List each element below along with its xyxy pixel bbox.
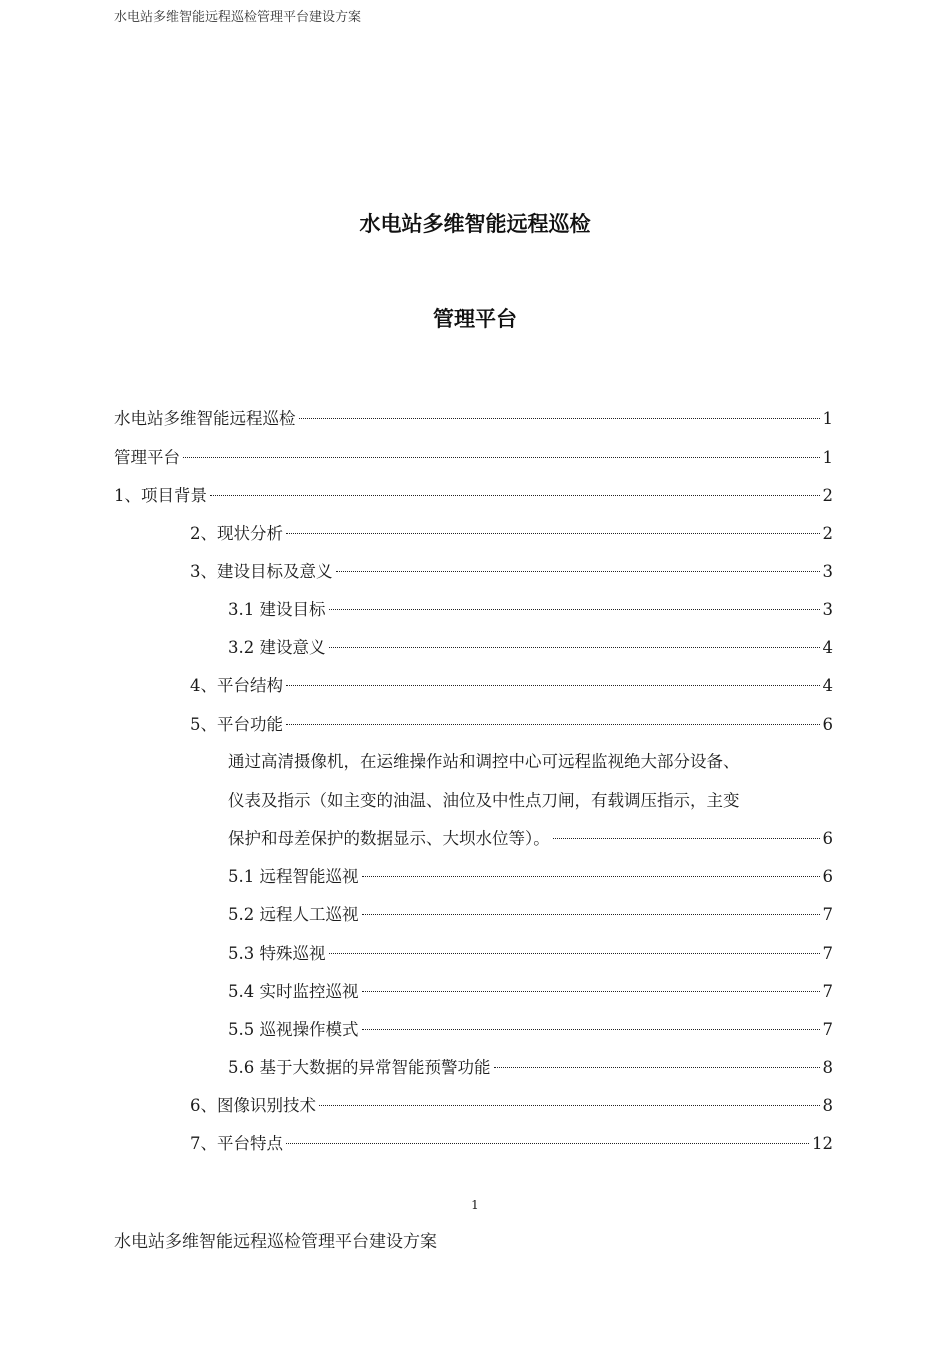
toc-entry-page: 1 (822, 448, 833, 467)
toc-entry-page: 4 (822, 638, 833, 657)
toc-leader-dots (286, 533, 820, 534)
toc-entry-page: 7 (822, 982, 833, 1001)
toc-leader-dots (329, 647, 820, 648)
toc-entry[interactable] (228, 1017, 833, 1043)
toc-leader-dots (286, 724, 820, 725)
toc-entry[interactable] (228, 597, 833, 623)
toc-entry-page: 2 (822, 524, 833, 543)
toc-leader-dots (362, 1029, 820, 1030)
toc-leader-dots (362, 876, 820, 877)
toc-leader-dots (329, 953, 820, 954)
toc-entry-label: 管理平台 (114, 448, 180, 467)
toc-leader-dots (362, 991, 820, 992)
toc-entry-label: 3、建设目标及意义 (190, 562, 333, 581)
toc-entry-page: 4 (822, 676, 833, 695)
toc-leader-dots (329, 609, 820, 610)
toc-entry[interactable] (190, 521, 833, 547)
toc-entry-page: 7 (822, 905, 833, 924)
toc-entry-label: 5.4 实时监控巡视 (228, 982, 359, 1001)
toc-entry-page: 7 (822, 1020, 833, 1039)
toc-entry[interactable] (190, 1131, 833, 1157)
toc-entry[interactable] (228, 941, 833, 967)
page-number: 1 (471, 1198, 479, 1212)
toc-leader-dots (299, 418, 820, 419)
toc-entry-label: 6、图像识别技术 (190, 1096, 316, 1115)
toc-entry[interactable] (190, 1093, 833, 1119)
toc-entry-page: 6 (822, 829, 833, 848)
toc-entry-label: 5.1 远程智能巡视 (228, 867, 359, 886)
toc-entry[interactable] (228, 826, 833, 852)
toc-entry[interactable] (228, 864, 833, 890)
page-header: 水电站多维智能远程巡检管理平台建设方案 (114, 10, 362, 25)
toc-entry-label: 4、平台结构 (190, 676, 283, 695)
toc-entry[interactable] (228, 979, 833, 1005)
toc-entry-page: 8 (822, 1096, 833, 1115)
toc-entry-page: 7 (822, 944, 833, 963)
toc-entry-page: 12 (812, 1134, 833, 1153)
toc-entry-label: 保护和母差保护的数据显示、大坝水位等）。 (228, 829, 550, 848)
toc-entry-label: 5.6 基于大数据的异常智能预警功能 (228, 1058, 491, 1077)
toc-entry-label: 2、现状分析 (190, 524, 283, 543)
toc-entry-page: 8 (822, 1058, 833, 1077)
toc-entry[interactable] (114, 445, 833, 471)
toc-leader-dots (286, 685, 820, 686)
toc-entry-page: 1 (822, 409, 833, 428)
toc-entry-label: 1、项目背景 (114, 486, 207, 505)
toc-entry-label: 水电站多维智能远程巡检 (114, 409, 296, 428)
toc-leader-dots (319, 1105, 820, 1106)
toc-leader-dots (336, 571, 820, 572)
toc-entry[interactable] (228, 902, 833, 928)
document-title-line-2: 管理平台 (433, 307, 517, 331)
toc-leader-dots (286, 1143, 809, 1144)
toc-leader-dots (494, 1067, 820, 1068)
toc-entry[interactable] (228, 635, 833, 661)
toc-entry[interactable] (114, 406, 833, 432)
toc-paragraph-line: 通过高清摄像机，在运维操作站和调控中心可远程监视绝大部分设备、 (228, 752, 740, 771)
toc-leader-dots (183, 457, 820, 458)
toc-entry-label: 3.1 建设目标 (228, 600, 326, 619)
toc-entry-page: 2 (822, 486, 833, 505)
toc-entry-label: 5.5 巡视操作模式 (228, 1020, 359, 1039)
toc-entry-label: 5.3 特殊巡视 (228, 944, 326, 963)
toc-leader-dots (362, 914, 820, 915)
toc-entry[interactable] (114, 483, 833, 509)
document-title-line-1: 水电站多维智能远程巡检 (359, 212, 591, 236)
toc-entry-label: 5、平台功能 (190, 715, 283, 734)
toc-entry-label: 7、平台特点 (190, 1134, 283, 1153)
toc-entry[interactable] (190, 673, 833, 699)
next-page-header: 水电站多维智能远程巡检管理平台建设方案 (114, 1232, 437, 1252)
toc-entry-label: 5.2 远程人工巡视 (228, 905, 359, 924)
toc-leader-dots (210, 495, 820, 496)
toc-leader-dots (553, 838, 820, 839)
toc-entry[interactable] (190, 712, 833, 738)
toc-entry-page: 3 (822, 562, 833, 581)
toc-entry[interactable] (190, 559, 833, 585)
toc-paragraph-line: 仪表及指示（如主变的油温、油位及中性点刀闸，有载调压指示，主变 (228, 791, 740, 810)
toc-entry-page: 6 (822, 715, 833, 734)
toc-entry-page: 3 (822, 600, 833, 619)
toc-entry[interactable] (228, 1055, 833, 1081)
toc-entry-label: 3.2 建设意义 (228, 638, 326, 657)
toc-entry-page: 6 (822, 867, 833, 886)
